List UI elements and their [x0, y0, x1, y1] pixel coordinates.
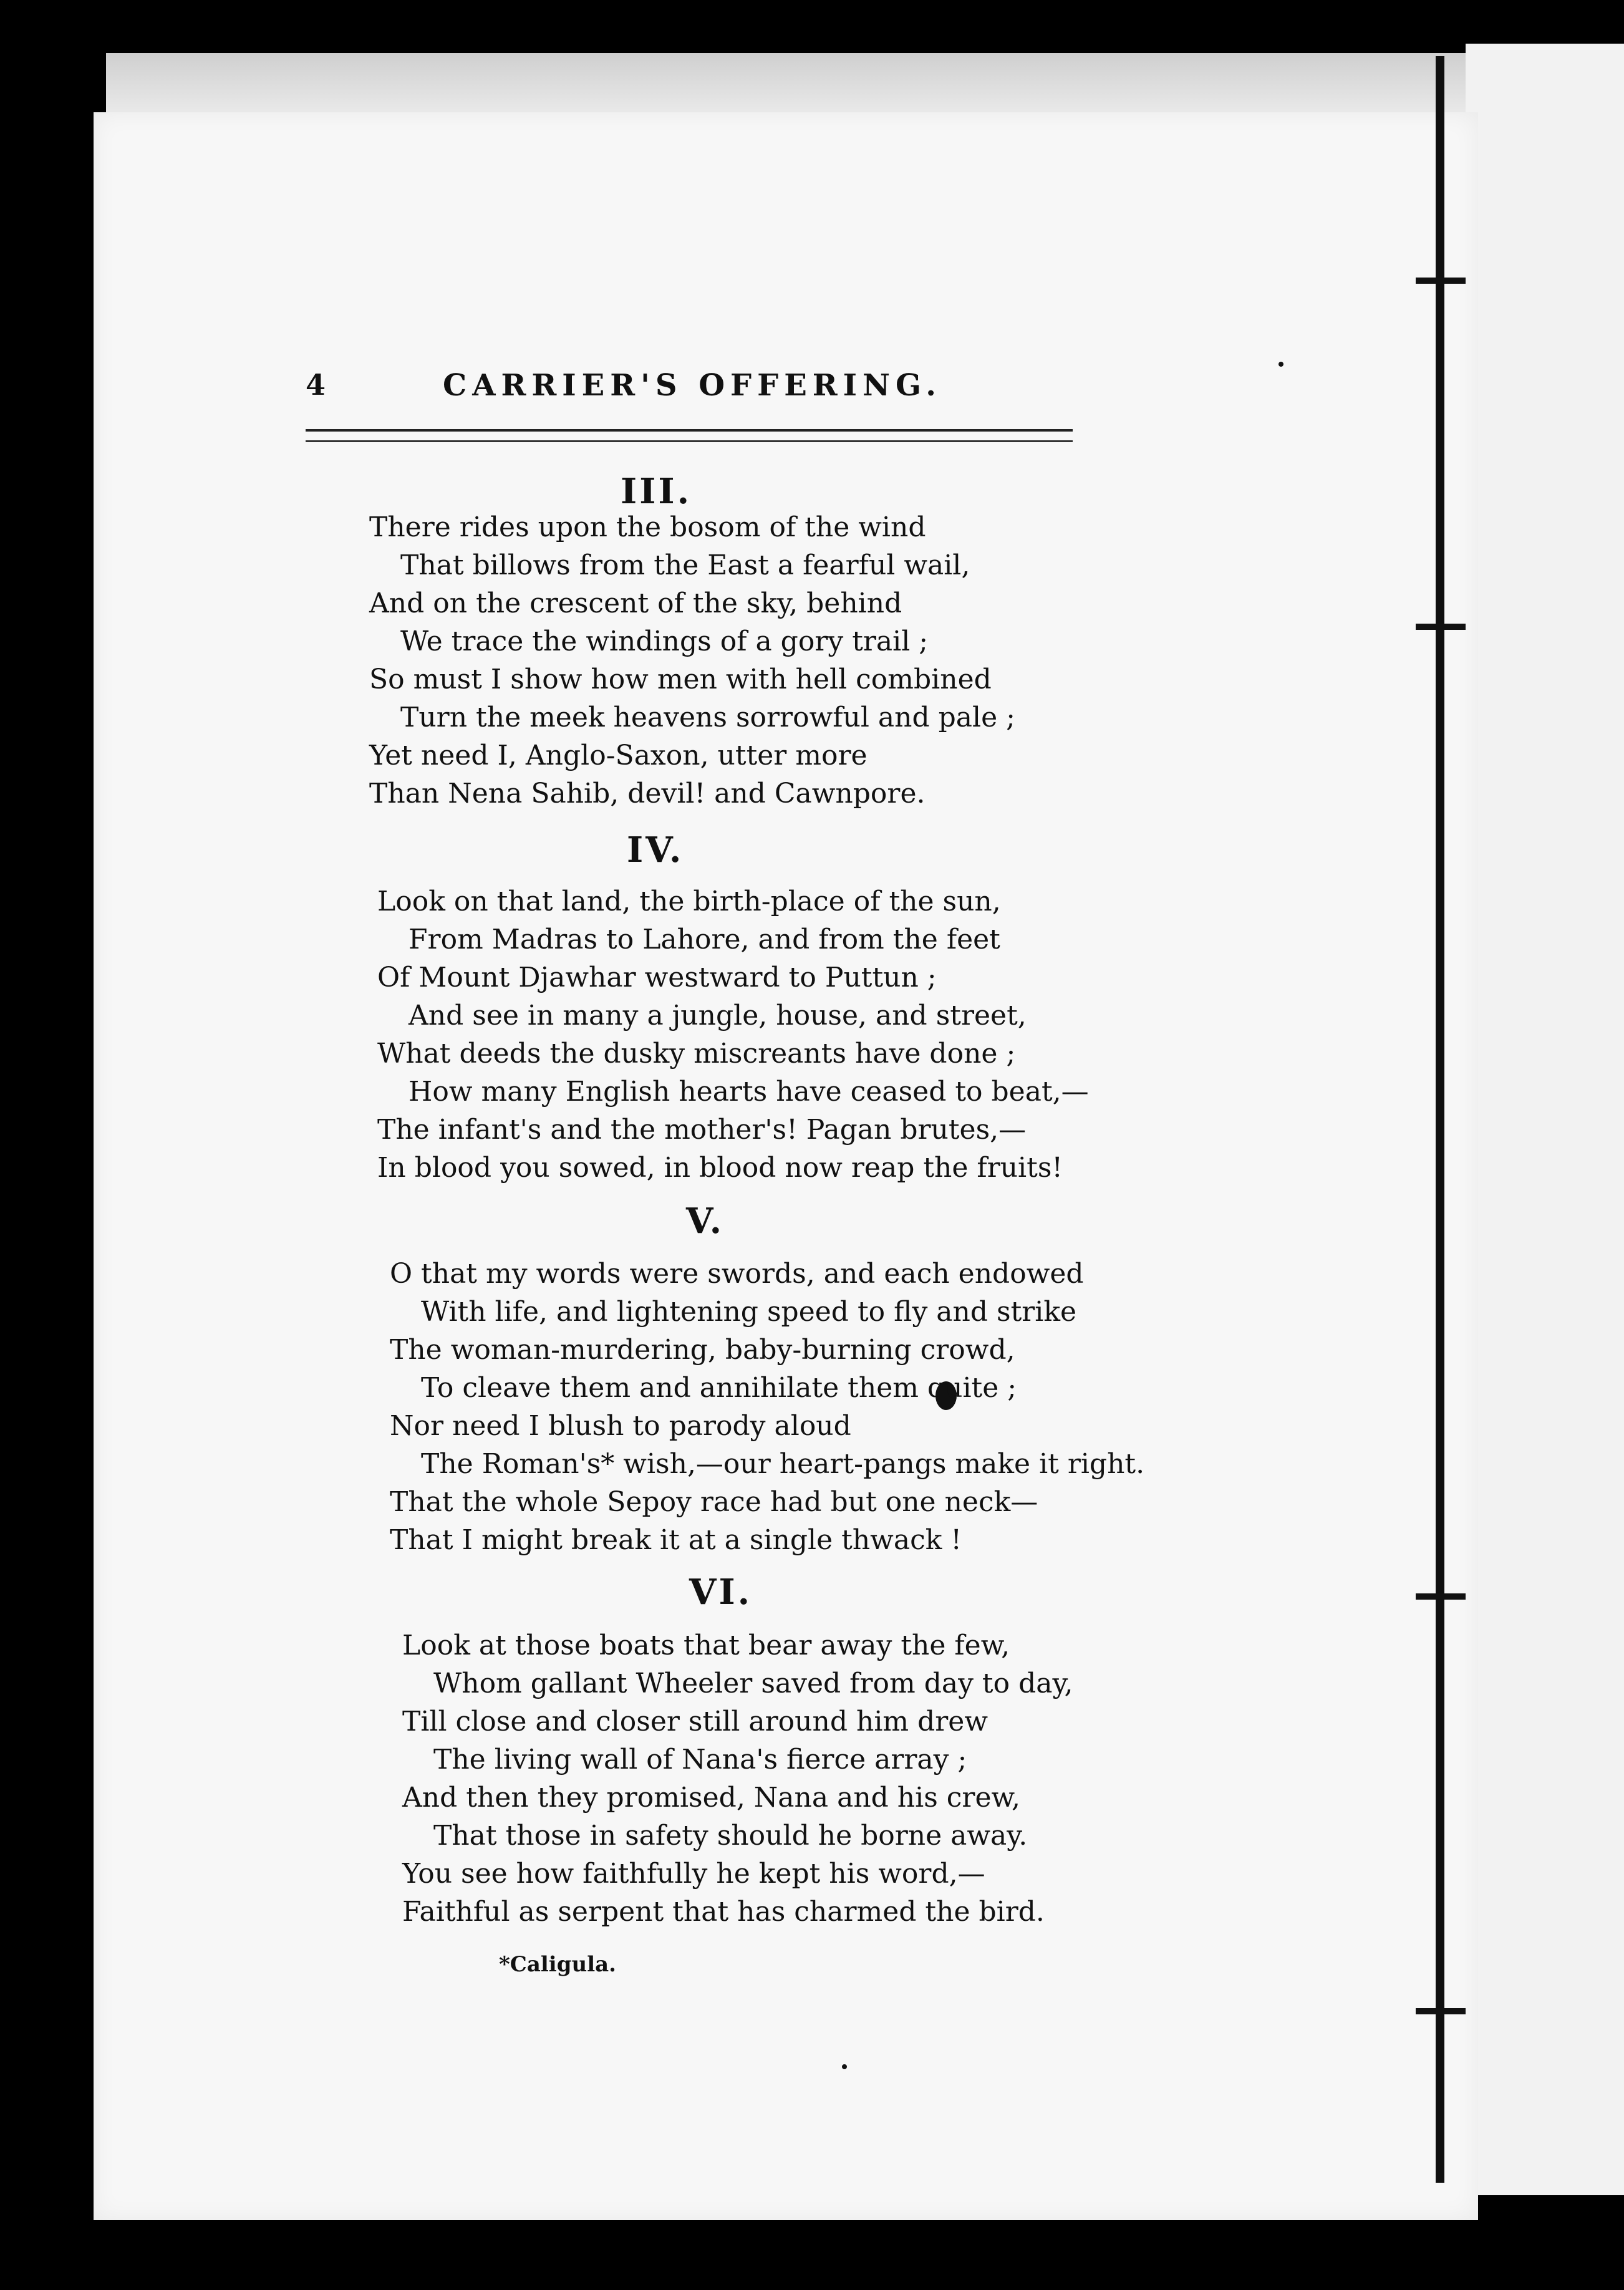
verse-line: There rides upon the bosom of the wind	[369, 511, 926, 543]
verse-line: We trace the windings of a gory trail ;	[400, 626, 929, 657]
verse-line: Of Mount Djawhar westward to Puttun ;	[377, 962, 937, 993]
verse-line: The infant's and the mother's! Pagan brutes,—	[377, 1114, 1027, 1146]
verse-line: That those in safety should he borne away.	[433, 1820, 1028, 1852]
verse-line: The Roman's* wish,—our heart-pangs make it right.	[421, 1448, 1145, 1480]
verse-line: The living wall of Nana's fierce array ;	[433, 1744, 967, 1775]
header-rule	[306, 429, 1073, 442]
verse-line: That I might break it at a single thwack !	[390, 1524, 962, 1556]
verse-line: And then they promised, Nana and his crew,	[402, 1782, 1020, 1814]
running-head	[299, 368, 1079, 412]
verse-line: From Madras to Lahore, and from the feet	[408, 924, 1000, 955]
verse-line: That the whole Sepoy race had but one neck—	[390, 1486, 1038, 1518]
verse-line: Than Nena Sahib, devil! and Cawnpore.	[369, 778, 926, 809]
verse-line: And on the crescent of the sky, behind	[369, 587, 902, 619]
verse-line: You see how faithfully he kept his word,—	[402, 1858, 985, 1890]
book-spine	[1436, 56, 1444, 2183]
stanza-number-vi: VI.	[689, 1572, 753, 1613]
stanza-v	[390, 1255, 1144, 1559]
stanza-iv	[377, 882, 1089, 1187]
verse-line: Look on that land, the birth-place of the sun,	[377, 886, 1001, 917]
spine-stitch	[1416, 624, 1466, 630]
verse-line: Turn the meek heavens sorrowful and pale ;	[400, 702, 1015, 733]
stanza-vi	[402, 1626, 1073, 1931]
verse-line: With life, and lightening speed to fly and strike	[421, 1296, 1077, 1328]
verse-line: What deeds the dusky miscreants have done ;	[377, 1038, 1016, 1070]
page-top-edge	[106, 53, 1466, 122]
stanza-iii	[369, 508, 1015, 813]
verse-line: Till close and closer still around him drew	[402, 1706, 988, 1737]
verse-line: Yet need I, Anglo-Saxon, utter more	[369, 740, 868, 771]
verse-line: The woman-murdering, baby-burning crowd,	[390, 1334, 1015, 1366]
verse-line: Faithful as serpent that has charmed the bird.	[402, 1896, 1045, 1928]
footnote: *Caligula.	[499, 1952, 616, 1977]
adjacent-page	[1466, 44, 1624, 2195]
ink-speck	[1278, 362, 1283, 367]
verse-line: In blood you sowed, in blood now reap the fruits!	[377, 1152, 1063, 1184]
stanza-number-v: V.	[686, 1201, 725, 1242]
verse-line: How many English hearts have ceased to beat,—	[408, 1076, 1089, 1108]
verse-line: Nor need I blush to parody aloud	[390, 1410, 851, 1442]
spine-stitch	[1416, 2008, 1466, 2014]
page-number: 4	[306, 368, 326, 402]
spine-stitch	[1416, 278, 1466, 284]
stanza-number-iv: IV.	[627, 829, 684, 871]
verse-line: That billows from the East a fearful wail,	[400, 549, 970, 581]
verse-line: So must I show how men with hell combined	[369, 664, 992, 695]
stanza-number-iii: III.	[621, 471, 692, 512]
verse-line: And see in many a jungle, house, and street,	[408, 1000, 1027, 1031]
spine-stitch	[1416, 1593, 1466, 1600]
verse-line: To cleave them and annihilate them quite ;	[421, 1372, 1017, 1404]
verse-line: Whom gallant Wheeler saved from day to day,	[433, 1668, 1073, 1699]
verse-line: O that my words were swords, and each endowed	[390, 1258, 1084, 1290]
verse-line: Look at those boats that bear away the few,	[402, 1630, 1010, 1661]
ink-speck	[842, 2064, 847, 2069]
page-title: CARRIER'S OFFERING.	[443, 368, 942, 403]
